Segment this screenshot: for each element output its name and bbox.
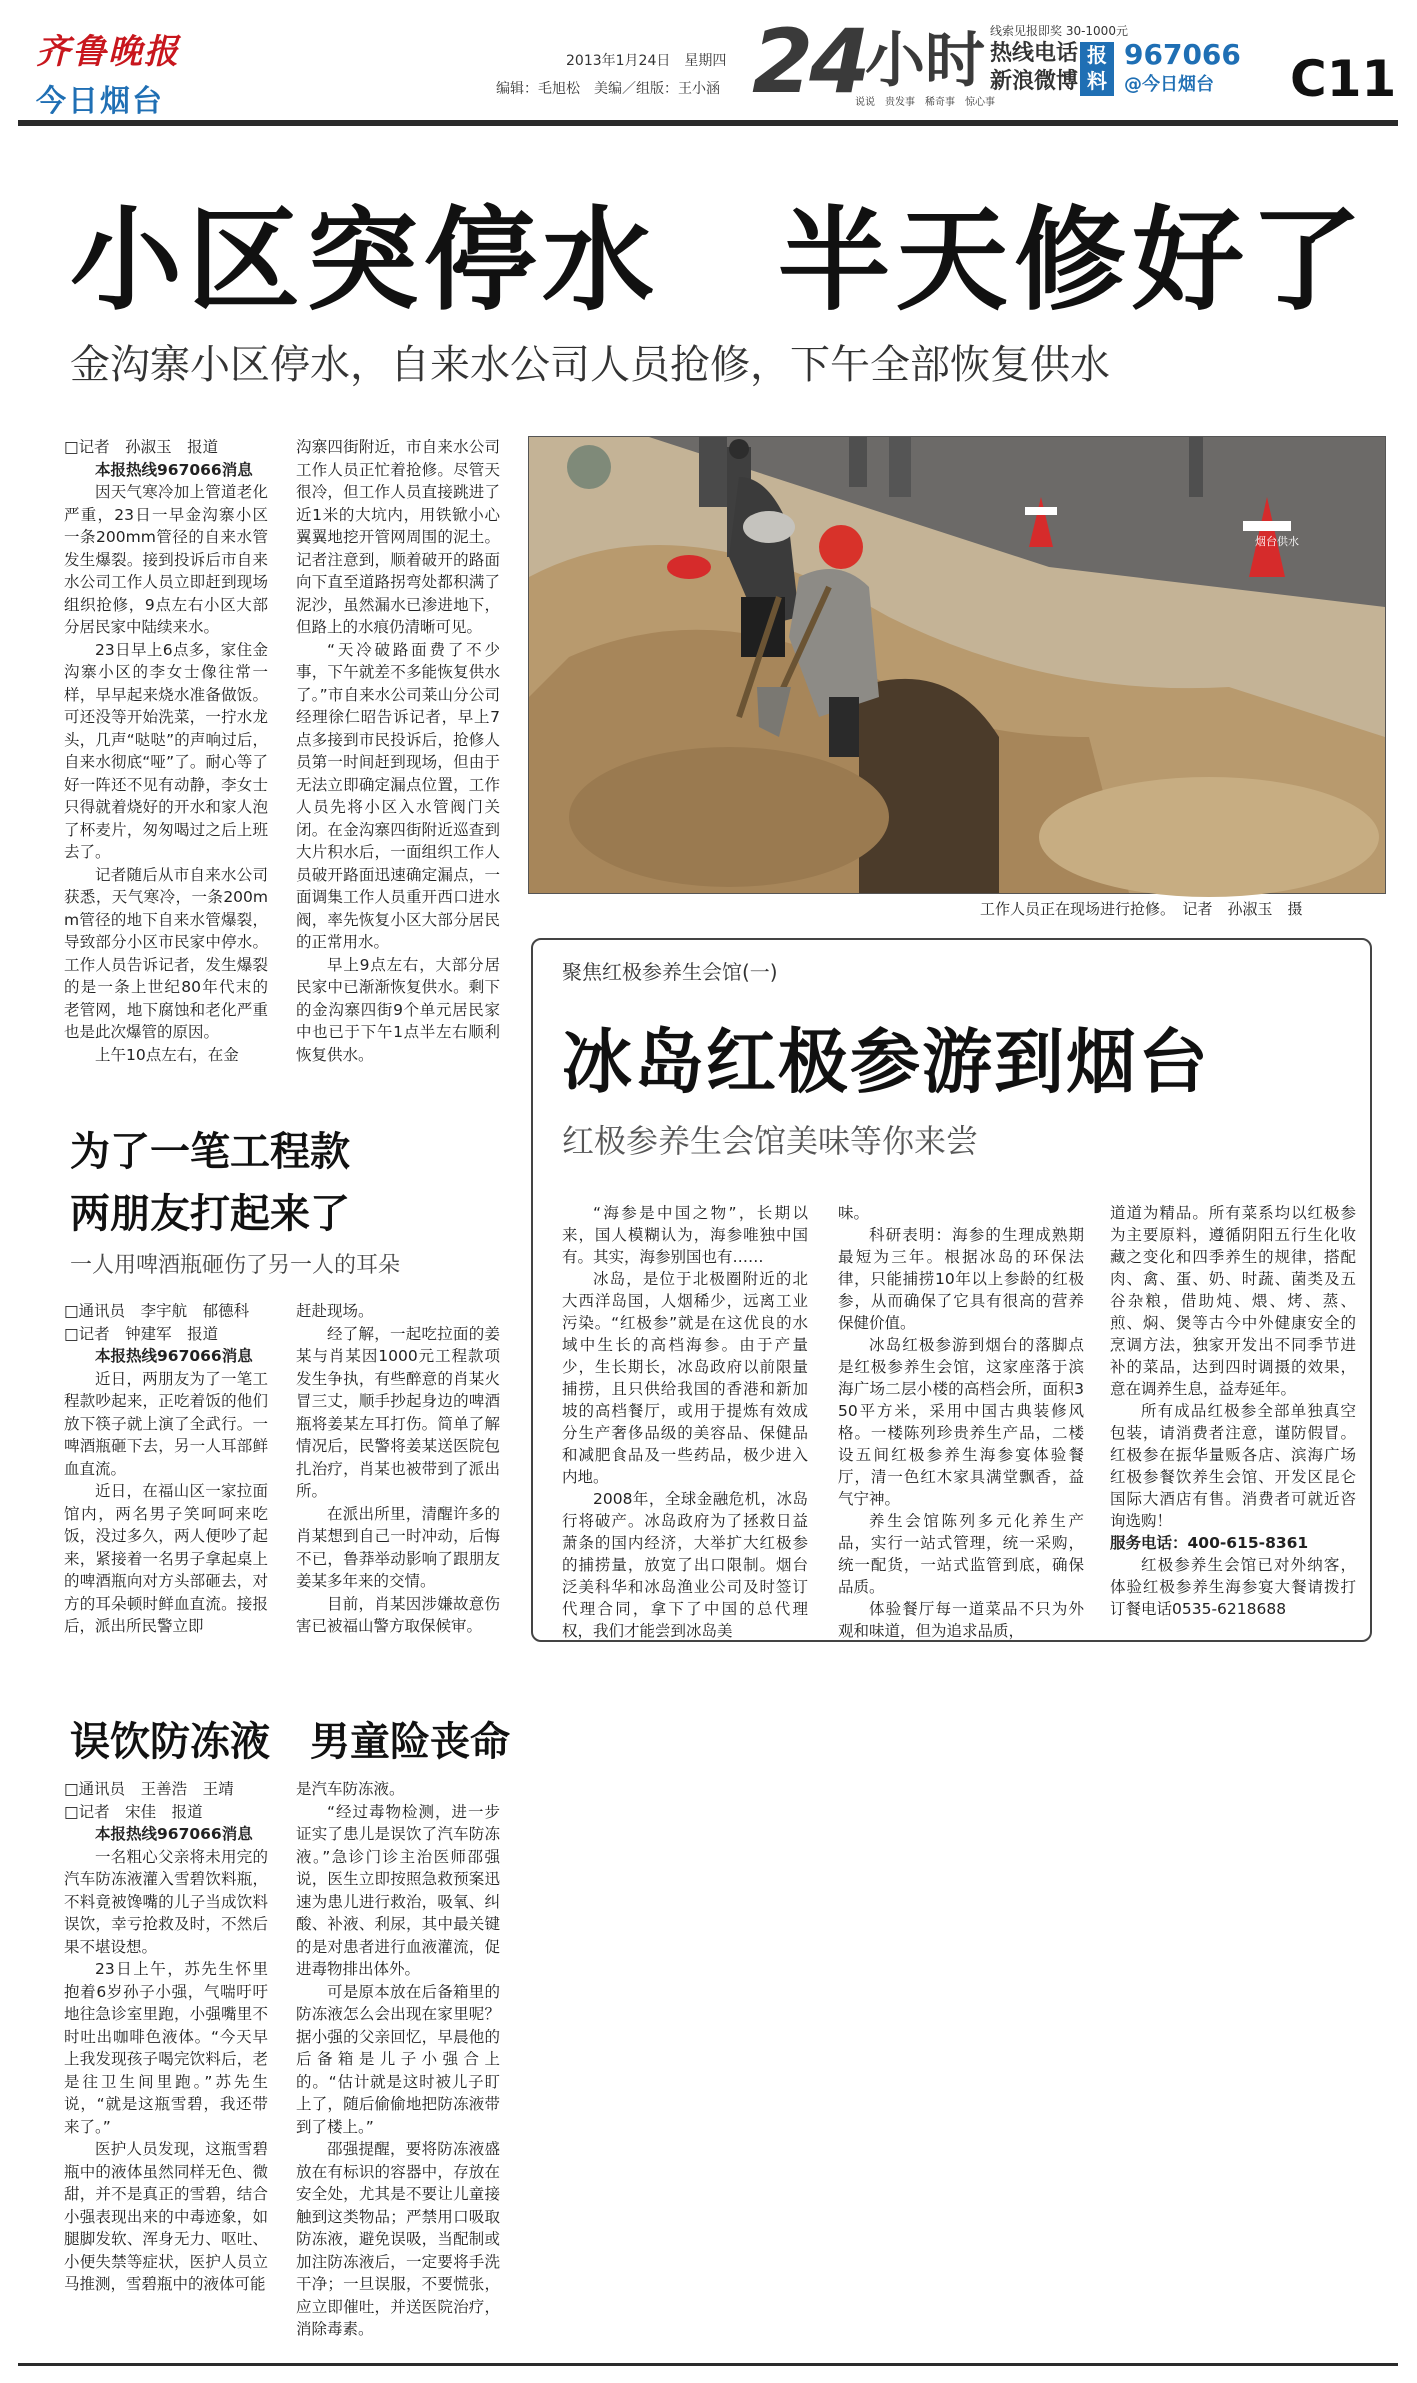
masthead-logo: 齐鲁晚报 <box>36 32 180 72</box>
ad-para: 所有成品红极参全部单独真空包装，请消费者注意，谨防假冒。红极参在振华量贩各店、滨海广场红极参餐饮养生会馆、开发区昆仑国际大酒店有售。消费者可就近咨询选购！ <box>1110 1402 1356 1530</box>
story3-column-1 <box>64 1778 268 2358</box>
hotline-labels <box>990 40 1078 96</box>
weibo-label: 新浪微博 <box>990 69 1079 94</box>
story3-lead <box>64 1823 268 1846</box>
story1-subhead: 金沟寨小区停水，自来水公司人员抢修，下午全部恢复供水 <box>70 342 1110 388</box>
advertorial-column-3 <box>1110 1202 1356 1628</box>
story1-para: “天冷破路面费了不少事，下午就差不多能恢复供水了。”市自来水公司莱山分公司经理徐仁昭告诉记者，早上7点多接到市民投诉后，抢修人员第一时间赶到现场，但由于无法立即确定漏点位置，工作人员先将小区入水管阀门关闭。在金沟寨四街附近巡查到大片积水后，一面组织工作人员破开路面迅速确定漏点，一面调集工作人员重开西口进水阀，率先恢复小区大部分居民的正常用水。 <box>296 640 500 951</box>
story3-lead-mark: 本报热线967066消息 <box>95 1825 253 1843</box>
story3-para: 邵强提醒，要将防冻液盛放在有标识的容器中，存放在安全处，尤其是不要让儿童接触到这类物品；严禁用口吸取防冻液，避免误吸，当配制或加注防冻液后，一定要将手洗干净；一旦误服，不要慌张，应立即催吐，并送医院治疗，消除毒素。 <box>296 2140 500 2338</box>
story3-para: 是汽车防冻液。 <box>296 1780 405 1798</box>
story2-byline-2: □记者 钟建军 报道 <box>64 1324 219 1343</box>
story2-lead-mark: 本报热线967066消息 <box>95 1347 253 1365</box>
story1-headline: 小区突停水 半天修好了 <box>70 196 1368 326</box>
story1-para: 上午10点左右，在金 <box>95 1045 239 1064</box>
story2-para: 近日，两朋友为了一笔工程款吵起来，正吃着饭的他们放下筷子就上演了全武行。一啤酒瓶砸下去，另一人耳部鲜血直流。 <box>64 1369 268 1478</box>
story1-lead <box>64 459 268 482</box>
story1-para: 因天气寒冷加上管道老化严重，23日一早金沟寨小区一条200mm管径的自来水管发生爆裂。接到投诉后市自来水公司工作人员立即赶到现场组织抢修，9点左右小区大部分居民家中陆续来水。 <box>64 483 268 636</box>
story1-para: 23日早上6点多，家住金沟寨小区的李女士像往常一样，早早起来烧水准备做饭。可还没等开始洗菜，一拧水龙头，几声“哒哒”的声响过后，自来水彻底“哑”了。耐心等了好一阵还不见有动静，李女士只得就着烧好的开水和家人泡了杯麦片，匆匆喝过之后上班去了。 <box>64 640 268 861</box>
story3-para: 医护人员发现，这瓶雪碧瓶中的液体虽然同样无色、微甜，并不是真正的雪碧，结合小强表现出来的中毒迹象，如腿脚发软、浑身无力、呕吐、小便失禁等症状，医护人员立马推测，雪碧瓶中的液体可能 <box>64 2140 268 2293</box>
ad-para: 养生会馆陈列多元化养生产品，实行一站式管理，统一采购，统一配货，一站式监管到底，确保品质。 <box>838 1512 1084 1596</box>
story2-headline-line2: 两朋友打起来了 <box>70 1191 350 1237</box>
advertorial-tag: 聚焦红极参养生会馆(一) <box>562 960 778 984</box>
repair-site-illustration <box>529 437 1385 893</box>
story2-subhead: 一人用啤酒瓶砸伤了另一人的耳朵 <box>70 1253 401 1278</box>
hotline-label: 热线电话 <box>990 41 1079 66</box>
advertorial-column-1 <box>562 1202 808 1640</box>
story3-column-2 <box>296 1778 500 2358</box>
story1-para: 早上9点左右，大部分居民家中已渐渐恢复供水。剩下的金沟寨四街9个单元居民家中也已于下午1点半左右顺利恢复供水。 <box>296 955 500 1064</box>
page-number: C11 <box>1290 50 1397 108</box>
story3-para: 23日上午，苏先生怀里抱着6岁孙子小强，气喘吁吁地往急诊室里跑，小强嘴里不时吐出咖啡色液体。“今天早上我发现孩子喝完饮料后，老是往卫生间里跑。”苏先生说，“就是这瓶雪碧，我还带来了。” <box>64 1960 268 2136</box>
hotline-phone: 967066 <box>1124 38 1241 71</box>
cone-label: 烟台供水 <box>1255 535 1299 548</box>
story2-para: 经了解，一起吃拉面的姜某与肖某因1000元工程款项发生争执，有些醉意的肖某火冒三丈，顺手抄起身边的啤酒瓶将姜某左耳打伤。简单了解情况后，民警将姜某送医院包扎治疗，肖某也被带到了派出所。 <box>296 1324 500 1500</box>
story2-column-2 <box>296 1300 500 1674</box>
story1-byline: □记者 孙淑玉 报道 <box>64 438 219 456</box>
ad-para: 2008年，全球金融危机，冰岛行将破产。冰岛政府为了拯救日益萧条的国内经济，大举扩大红极参的捕捞量，放宽了出口限制。烟台泛美科华和冰岛渔业公司及时签订代理合同，拿下了中国的总代理权，我们才能尝到冰岛美 <box>562 1490 808 1640</box>
brand-24: 24 <box>752 10 867 113</box>
story2-para: 目前，肖某因涉嫌故意伤害已被福山警方取保候审。 <box>296 1594 500 1635</box>
baoliao-badge: 报料 <box>1080 42 1114 96</box>
hotline-note: 线索见报即奖 30-1000元 <box>990 24 1128 38</box>
advertorial-subhead: 红极参养生会馆美味等你来尝 <box>562 1122 979 1160</box>
ad-para: 道道为精品。所有菜系均以红极参为主要原料，遵循阴阳五行生化收藏之变化和四季养生的规律，搭配肉、禽、蛋、奶、时蔬、菌类及五谷杂粮，借助炖、煨、烤、蒸、煎、焖、煲等古今中外健康安全的烹调方法，独家开发出不同季节进补的菜品，达到四时调摄的效果，意在调养生息，益寿延年。 <box>1110 1204 1356 1398</box>
ad-para: 体验餐厅每一道菜品不只为外观和味道，但为追求品质， <box>838 1600 1084 1640</box>
story2-para: 近日，在福山区一家拉面馆内，两名男子笑呵呵来吃饭，没过多久，两人便吵了起来，紧接着一名男子拿起桌上的啤酒瓶向对方头部砸去，对方的耳朵顿时鲜血直流。接报后，派出所民警立即 <box>64 1482 268 1635</box>
story1-lead-mark: 本报热线967066消息 <box>95 460 253 479</box>
story2-lead <box>64 1345 268 1368</box>
story1-para: 记者随后从市自来水公司获悉，天气寒冷，一条200mm管径的地下自来水管爆裂，导致部分小区市民家中停水。工作人员告诉记者，发生爆裂的是一条上世纪80年代末的老管网，地下腐蚀和老化严重也是此次爆管的原因。 <box>64 865 268 1041</box>
weibo-handle: @今日烟台 <box>1124 74 1214 95</box>
bottom-rule <box>18 2363 1398 2366</box>
story1-column-1 <box>64 436 268 1076</box>
story2-headline-line1: 为了一笔工程款 <box>70 1129 350 1175</box>
story2-para: 在派出所里，清醒许多的肖某想到自己一时冲动，后悔不已，鲁莽举动影响了跟朋友姜某多年来的交情。 <box>296 1504 500 1590</box>
top-rule <box>18 120 1398 126</box>
story1-para: 沟寨四街附近，市自来水公司工作人员正忙着抢修。尽管天很冷，但工作人员直接跳进了近1米的大坑内，用铁锨小心翼翼地挖开管网周围的泥土。记者注意到，顺着破开的路面向下直至道路拐弯处都积满了泥沙，虽然漏水已渗进地下，但路上的水痕仍清晰可见。 <box>296 438 500 636</box>
section-title: 今日烟台 <box>36 84 164 119</box>
photo-caption: 工作人员正在现场进行抢修。 记者 孙淑玉 摄 <box>980 900 1303 918</box>
brand-slogan: 说说 贵发事 稀奇事 惊心事 <box>855 97 995 108</box>
ad-para: 冰岛红极参游到烟台的落脚点是红极参养生会馆，这家座落于滨海广场二层小楼的高档会所，面积350平方米，采用中国古典装修风格。一楼陈列珍贵养生产品，二楼设五间红极参养生海参宴体验餐厅，清一色红木家具满堂飘香，益气宁神。 <box>838 1336 1084 1508</box>
ad-para: 冰岛，是位于北极圈附近的北大西洋岛国，人烟稀少，远离工业污染。“红极参”就是在这优良的水域中生长的高档海参。由于产量少，生长期长，冰岛政府以前限量捕捞，且只供给我国的香港和新加坡的高档餐厅，或用于提炼有效成分生产奢侈品级的美容品、保健品和减肥食品及一些药品，极少进入内地。 <box>562 1270 808 1486</box>
story1-column-2 <box>296 436 500 1076</box>
ad-para: “海参是中国之物”，长期以来，国人模糊认为，海参唯独中国有。其实，海参别国也有…… <box>562 1204 808 1266</box>
ad-para: 科研表明：海参的生理成熟期最短为三年。根据冰岛的环保法律，只能捕捞10年以上参龄的红极参，从而确保了它具有很高的营养保健价值。 <box>838 1226 1084 1332</box>
story2-column-1 <box>64 1300 268 1674</box>
ad-closing: 红极参养生会馆已对外纳客，体验红极参养生海参宴大餐请拨打订餐电话0535-6218688 <box>1110 1556 1356 1618</box>
story3-byline-1: □通讯员 王善浩 王靖 <box>64 1780 234 1798</box>
advertorial-headline: 冰岛红极参游到烟台 <box>562 1021 1210 1103</box>
issue-date: 2013年1月24日 星期四 <box>566 53 727 69</box>
story3-para: “经过毒物检测，进一步证实了患儿是误饮了汽车防冻液。”急诊门诊主治医师邵强说，医生立即按照急救预案迅速为患儿进行救治，吸氧、纠酸、补液、利尿，其中最关键的是对患者进行血液灌流，促进毒物排出体外。 <box>296 1802 500 1978</box>
repair-site-photo <box>528 436 1386 894</box>
brand-hours: 小时 <box>865 26 985 96</box>
ad-service-phone: 服务电话：400-615-8361 <box>1110 1534 1309 1552</box>
editor-credits: 编辑：毛旭松 美编／组版：王小涵 <box>496 81 720 97</box>
story2-para: 赶赴现场。 <box>296 1302 374 1320</box>
story2-byline-1: □通讯员 李宇航 郁德科 <box>64 1302 250 1320</box>
story3-para: 可是原本放在后备箱里的防冻液怎么会出现在家里呢？据小强的父亲回忆，早晨他的后备箱是儿子小强合上的。“估计就是这时被儿子盯上了，随后偷偷地把防冻液带到了楼上。” <box>296 1982 500 2136</box>
story3-headline: 误饮防冻液 男童险丧命 <box>70 1719 510 1765</box>
advertorial-column-2 <box>838 1202 1084 1640</box>
story3-para: 一名粗心父亲将未用完的汽车防冻液灌入雪碧饮料瓶，不料竟被馋嘴的儿子当成饮料误饮，幸亏抢救及时，不然后果不堪设想。 <box>64 1847 268 1956</box>
ad-para: 味。 <box>838 1204 870 1222</box>
story3-byline-2: □记者 宋佳 报道 <box>64 1802 203 1821</box>
